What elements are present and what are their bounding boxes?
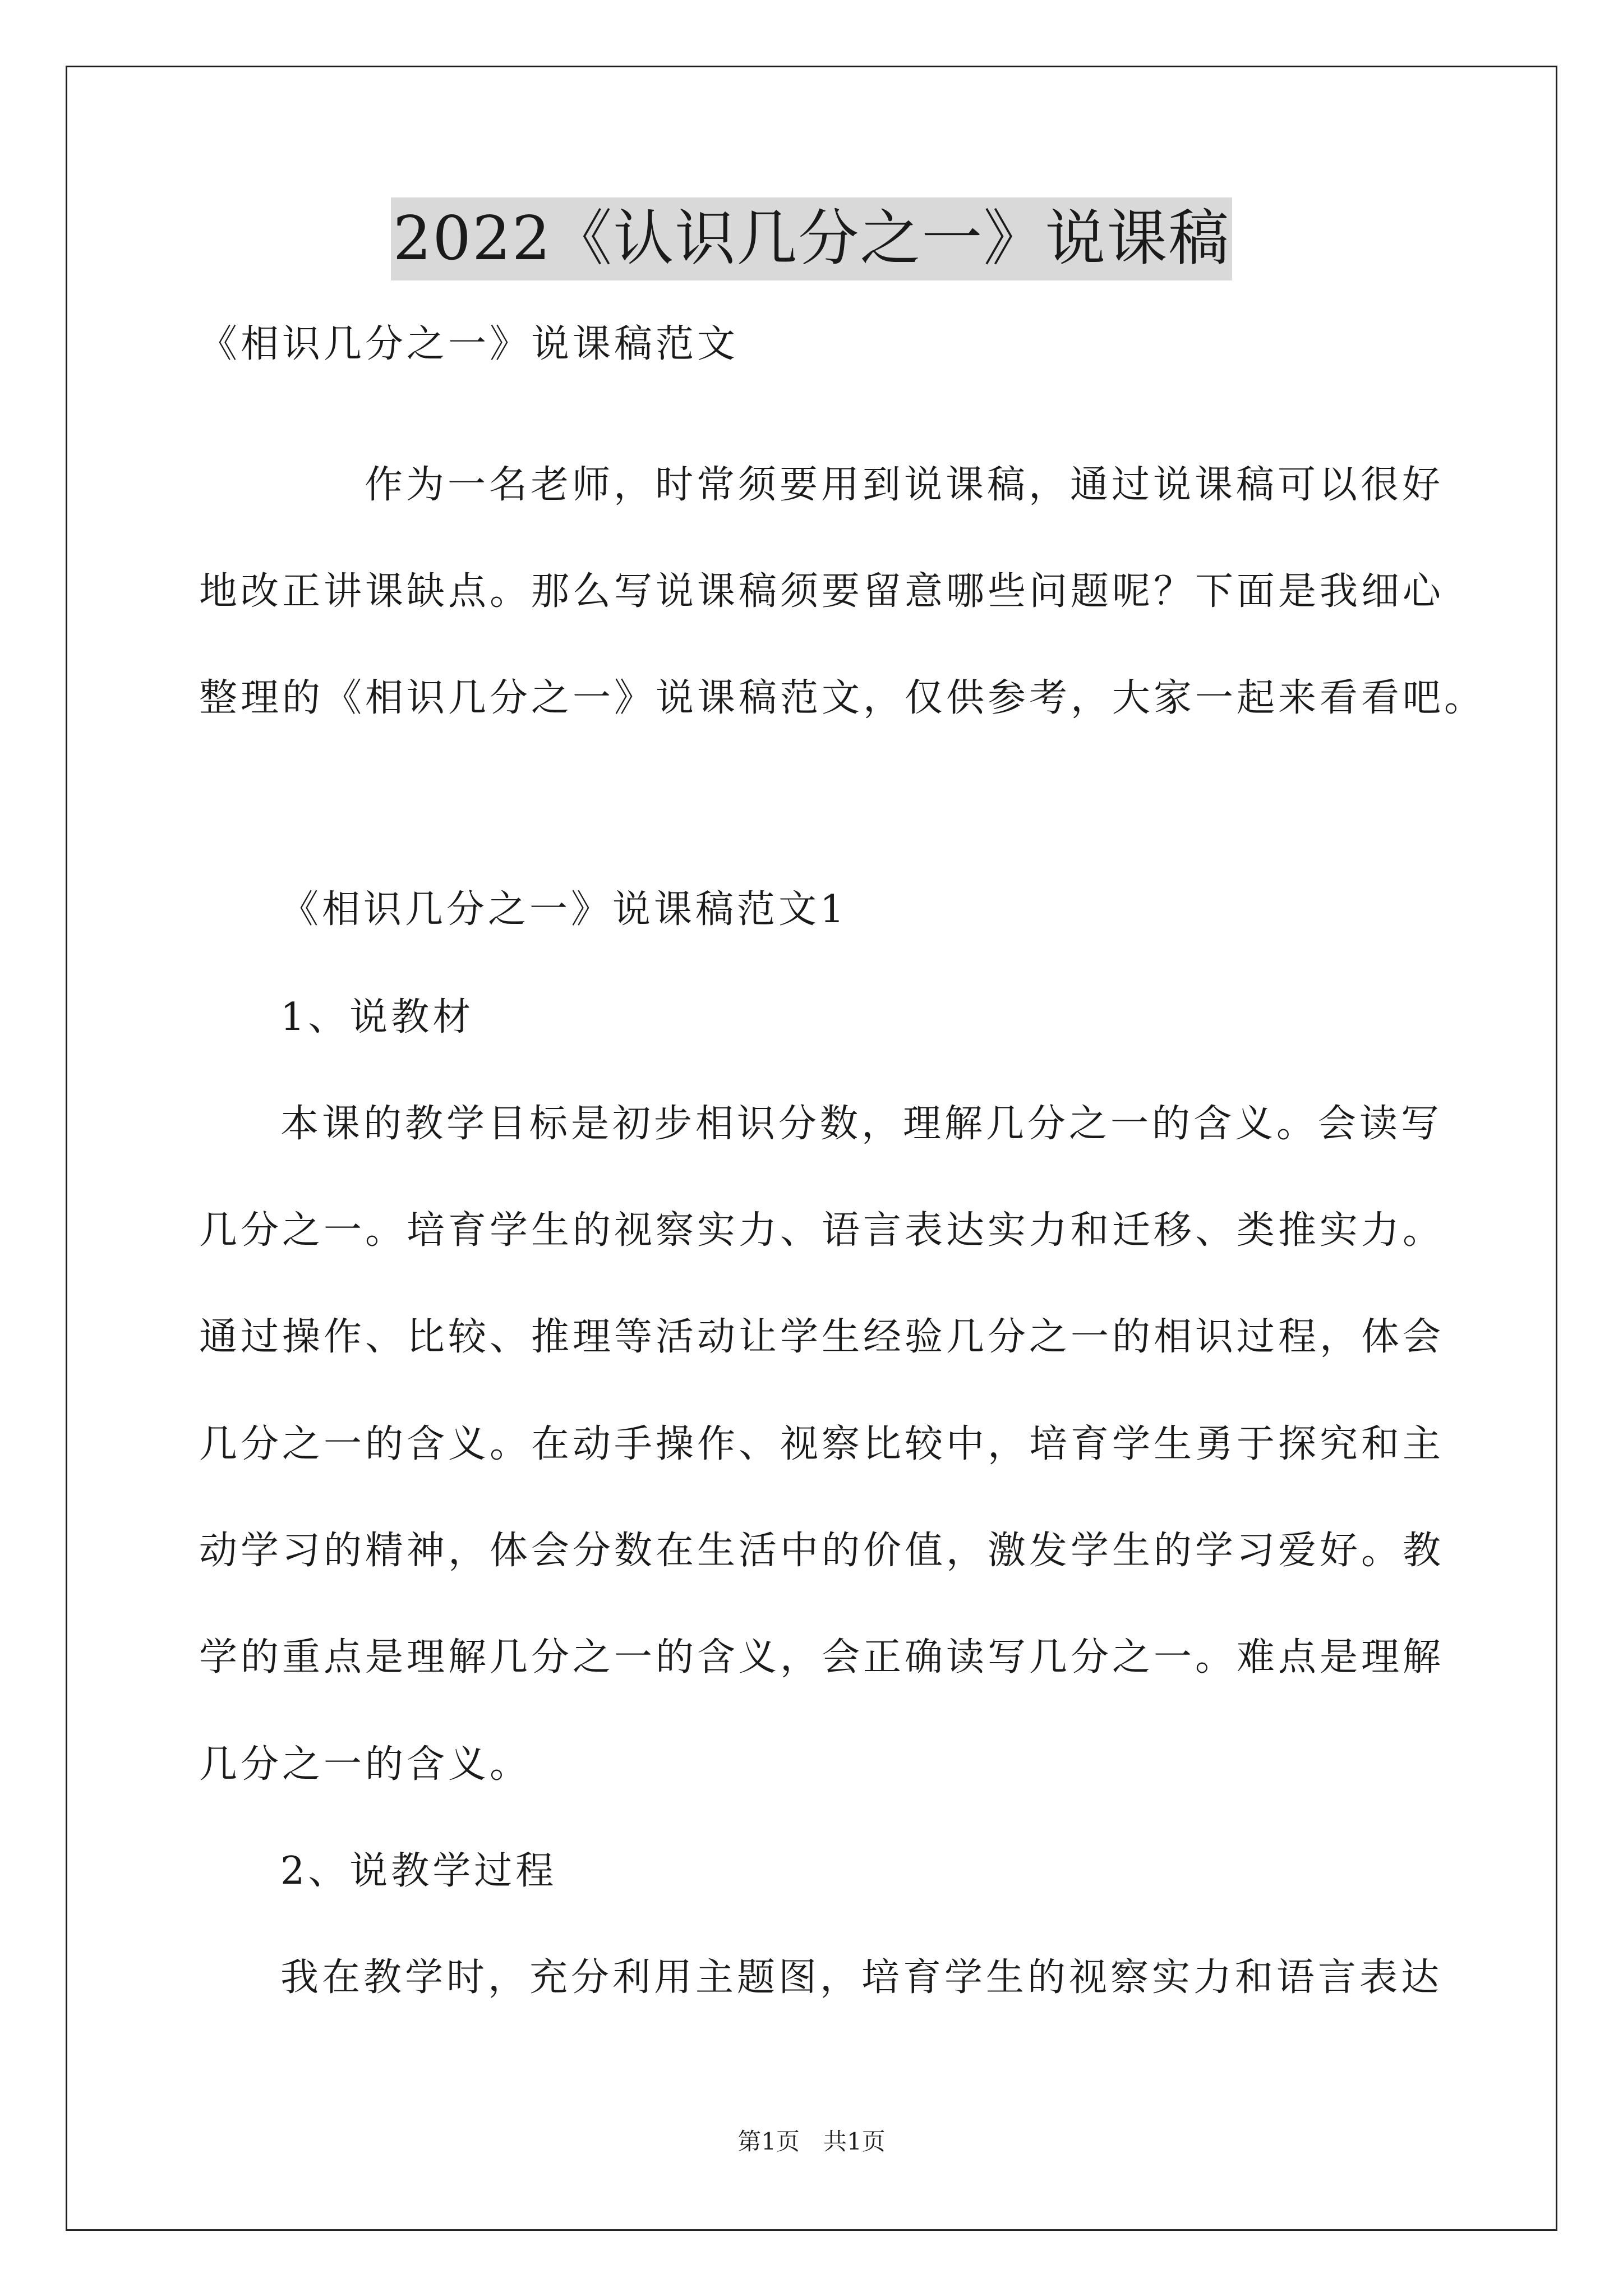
- paragraph-line: 我在教学时，充分利用主题图，培育学生的视察实力和语言表达: [280, 1955, 1443, 2000]
- paragraph-line: 几分之一的含义。: [199, 1742, 532, 1787]
- subsection-heading: 2、说教学过程: [280, 1849, 557, 1893]
- paragraph-line: 作为一名老师，时常须要用到说课稿，通过说课稿可以很好: [365, 463, 1444, 507]
- paragraph-line: 通过操作、比较、推理等活动让学生经验几分之一的相识过程，体会: [199, 1315, 1445, 1359]
- paragraph-line: 地改正讲课缺点。那么写说课稿须要留意哪些问题呢？下面是我细心: [199, 569, 1445, 614]
- document-title: 2022《认识几分之一》说课稿: [391, 197, 1233, 280]
- title-wrap: [0, 197, 1623, 280]
- paragraph-line: 动学习的精神，体会分数在生活中的价值，激发学生的学习爱好。教: [199, 1529, 1445, 1573]
- section-heading: 《相识几分之一》说课稿范文1: [280, 887, 848, 932]
- subsection-heading: 1、说教材: [280, 995, 474, 1039]
- paragraph-line: 几分之一。培育学生的视察实力、语言表达实力和迁移、类推实力。: [199, 1208, 1445, 1253]
- paragraph-line: 几分之一的含义。在动手操作、视察比较中，培育学生勇于探究和主: [199, 1422, 1445, 1466]
- page-number-footer: 第1页 共1页: [737, 2128, 886, 2155]
- paragraph-line: 学的重点是理解几分之一的含义，会正确读写几分之一。难点是理解: [199, 1635, 1445, 1680]
- paragraph-line: 整理的《相识几分之一》说课稿范文，仅供参考，大家一起来看看吧。: [199, 676, 1486, 720]
- paragraph-line: 本课的教学目标是初步相识分数，理解几分之一的含义。会读写: [280, 1102, 1443, 1146]
- subtitle-line: 《相识几分之一》说课稿范文: [199, 322, 739, 366]
